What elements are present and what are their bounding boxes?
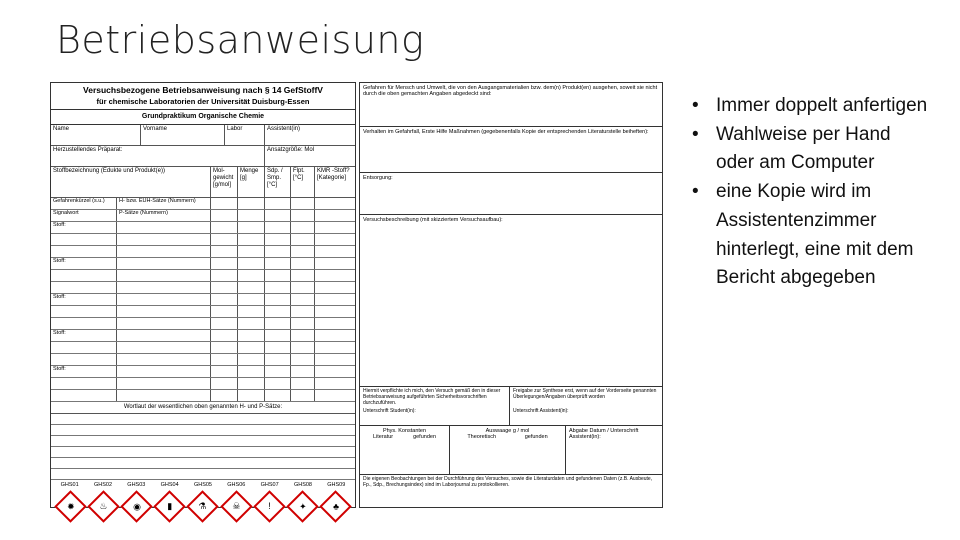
col-menge: Menge [g] [238, 167, 265, 197]
environment-icon [319, 490, 352, 523]
flame-over-circle-icon [121, 490, 154, 523]
ghs-glyph: ✹ [66, 500, 75, 511]
stoff-label: Stoff: [51, 258, 117, 269]
results-row [360, 426, 662, 475]
ghs-code-label: GHS07 [260, 482, 279, 489]
form-header [51, 83, 355, 110]
ghs-glyph: ◉ [132, 500, 141, 511]
freigabe-text: Freigabe zur Synthese erst, wenn auf der Vorderseite genannten Überlegungen/Angaben überprüft worden [513, 388, 657, 400]
praeparat-row [51, 146, 355, 167]
ghs-glyph: ♨ [99, 500, 108, 511]
slide-title: Betriebsanweisung [56, 18, 425, 62]
wortlaut-line [51, 447, 355, 458]
col-stoffbezeichnung: Stoffbezeichnung (Edukte und Produkt(e)) [51, 167, 211, 197]
bullet-list [690, 92, 930, 293]
name-cell: Name [51, 125, 141, 145]
bullet-dot-icon: • [692, 181, 699, 203]
gefahren-section: Gefahren für Mensch und Umwelt, die von den Ausgangsmaterialien bzw. dem(n) Produkt(en) ausgehen, soweit sie nicht durch die oben gemachten Angaben abgedeckt sind: [360, 83, 662, 127]
student-commitment [360, 387, 510, 425]
wortlaut-line [51, 425, 355, 436]
ghs-pictogram-row [51, 489, 355, 524]
form-page-back [359, 82, 663, 508]
exclamation-mark-icon [253, 490, 286, 523]
verpflichtung-text: Hiermit verpflichte ich mich, den Versuch gemäß den in dieser Betriebsanweisung aufgeführten Sicherheitsvorschriften durchzuführen. [363, 388, 501, 406]
ghs-code-row [51, 480, 355, 488]
name-row [51, 125, 355, 146]
col-sdp: Sdp. / Smp. [°C] [265, 167, 291, 197]
stoff-label: Stoff: [51, 330, 117, 341]
assistent-cell: Assistent(in) [267, 126, 301, 133]
abgabe-cell: Abgabe Datum / Unterschrift Assistent(in): [569, 428, 639, 441]
gefunden2-label: gefunden [524, 434, 548, 441]
assistant-release [510, 387, 662, 425]
stoff-row [51, 258, 355, 270]
ghs-glyph: ♣ [332, 500, 339, 511]
course-title: Grundpraktikum Organische Chemie [51, 110, 355, 125]
ghs-code-label: GHS02 [93, 482, 113, 489]
entsorgung-section: Entsorgung: [360, 173, 662, 215]
phys-konstanten-cell [360, 426, 450, 474]
beobachtungen-note: Die eigenen Beobachtungen bei der Durchführung des Versuches, sowie die Literaturdaten und gefundenen Daten (z.B. Ausbeute, Fp., Sdp., Brechungsindex) sind im Laborjournal zu protokollieren. [363, 476, 653, 488]
stoff-blocks [51, 222, 355, 402]
stoff-row [51, 366, 355, 378]
auswaage-label: Auswaage g / mol [485, 428, 530, 434]
col-flpt: Flpt. [°C] [291, 167, 315, 197]
bullet-dot-icon: • [692, 123, 699, 145]
stoff-row [51, 390, 355, 402]
ghs-glyph: ✦ [298, 500, 307, 511]
ghs-code-label: GHS05 [193, 482, 212, 489]
wortlaut-line [51, 414, 355, 425]
phys-konstanten-label: Phys. Konstanten [382, 428, 427, 434]
assistant-signature-label: Unterschrift Assistent(in): [513, 407, 569, 414]
bullet-text: eine Kopie wird im Assistentenzimmer hinterlegt, eine mit dem Bericht abgegeben [716, 181, 914, 289]
ghs-code-label: GHS04 [160, 482, 179, 489]
corrosion-icon [187, 490, 220, 523]
flame-icon [87, 490, 120, 523]
skull-icon [220, 490, 253, 523]
gefahren-label: Gefahrenkürzel (s.u.) [51, 198, 117, 209]
ghs-glyph: ▮ [167, 500, 173, 511]
stoff-row [51, 234, 355, 246]
bullet-text: Wahlweise per Hand oder am Computer [716, 123, 891, 174]
signature-row [360, 387, 662, 426]
bullet-item [690, 121, 930, 178]
ghs-glyph: ! [267, 500, 271, 511]
gas-cylinder-icon [154, 490, 187, 523]
wortlaut-line [51, 436, 355, 447]
versuchsbeschreibung-section: Versuchsbeschreibung (mit skizziertem Versuchsaufbau): [360, 215, 662, 387]
bullet-dot-icon: • [692, 95, 699, 116]
form-subtitle: für chemische Laboratorien der Universität Duisburg-Essen [96, 96, 310, 106]
column-header-row [51, 167, 355, 198]
literatur-label: Literatur [372, 434, 394, 441]
stoff-label: Stoff: [51, 294, 117, 305]
student-signature-label: Unterschrift Student(in): [363, 408, 416, 415]
bullet-item [690, 178, 930, 293]
wortlaut-line [51, 458, 355, 469]
form-title: Versuchsbezogene Betriebsanweisung nach § 14 GefStoffV [83, 85, 323, 95]
ghs-code-label: GHS06 [227, 482, 246, 489]
ghs-code-label: GHS01 [60, 482, 79, 489]
stoff-row [51, 270, 355, 282]
stoff-row [51, 318, 355, 330]
stoff-row [51, 294, 355, 306]
stoff-label: Stoff: [51, 222, 117, 233]
ansatzgroesse-cell: Ansatzgröße: Mol [267, 147, 315, 154]
stoff-row [51, 306, 355, 318]
stoff-row [51, 282, 355, 294]
vorname-cell: Vorname [141, 125, 225, 145]
psaetze-label: P-Sätze (Nummern) [117, 210, 211, 221]
exploding-bomb-icon [54, 490, 87, 523]
stoff-label: Stoff: [51, 366, 117, 377]
theoretisch-label: Theoretisch [467, 434, 497, 441]
ghs-glyph: ⚗ [198, 500, 208, 511]
ghs-code-label: GHS09 [327, 482, 346, 489]
hsaetze-label: H- bzw. EUH-Sätze (Nummern) [117, 198, 211, 209]
stoff-row [51, 222, 355, 234]
bullet-text: Immer doppelt anfertigen [716, 95, 928, 116]
signalwort-row [51, 210, 355, 222]
wortlaut-line [51, 469, 355, 480]
col-molgewicht: Mol-gewicht [g/mol] [211, 167, 238, 197]
health-hazard-icon [286, 490, 319, 523]
stoff-row [51, 342, 355, 354]
labor-cell: Labor [225, 125, 265, 145]
wortlaut-lines [51, 414, 355, 480]
ghs-glyph: ☠ [232, 500, 241, 511]
stoff-row [51, 246, 355, 258]
gefahren-row [51, 198, 355, 210]
verhalten-section: Verhalten im Gefahrfall, Erste Hilfe Maßnahmen (gegebenenfalls Kopie der entsprechenden Literaturstelle beiheften): [360, 127, 662, 173]
auswaage-cell [450, 426, 566, 474]
bullet-item [690, 92, 930, 121]
form-page-front [50, 82, 356, 511]
signalwort-label: Signalwort [51, 210, 117, 221]
praeparat-cell: Herzustellendes Präparat: [51, 146, 265, 166]
wortlaut-heading: Wortlaut der wesentlichen oben genannten H- und P-Sätze: [51, 402, 355, 414]
stoff-row [51, 330, 355, 342]
col-kmr: KMR -Stoff? [Kategorie] [317, 168, 350, 182]
stoff-row [51, 378, 355, 390]
ghs-code-label: GHS08 [293, 482, 312, 489]
gefunden-label: gefunden [413, 434, 437, 441]
ghs-code-label: GHS03 [127, 482, 146, 489]
stoff-row [51, 354, 355, 366]
